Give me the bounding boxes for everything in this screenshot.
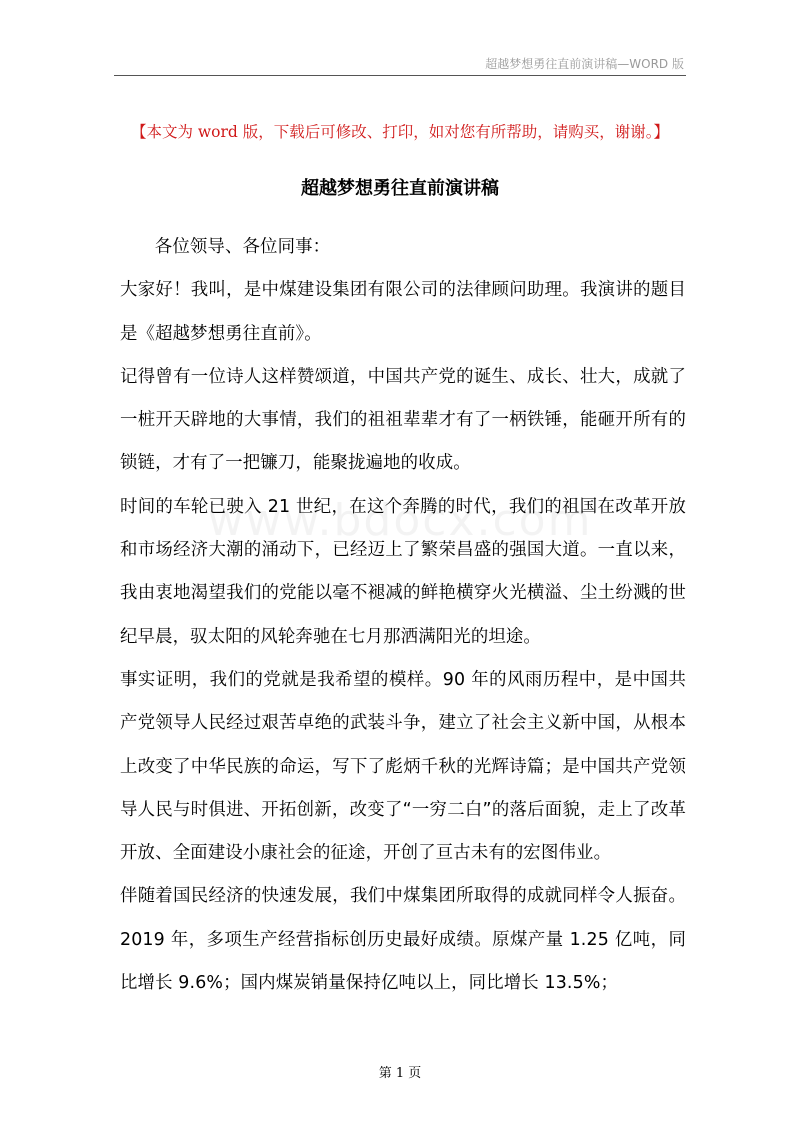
download-notice: 【本文为 word 版，下载后可修改、打印，如对您有所帮助，请购买，谢谢。】 <box>130 123 670 141</box>
paragraph-greeting: 各位领导、各位同事： <box>154 237 331 257</box>
header-rule <box>114 75 686 76</box>
document-body <box>120 226 686 1005</box>
paragraph-poet: 记得曾有一位诗人这样赞颂道，中国共产党的诞生、成长、壮大，成就了一桩开天辟地的大事情，我们的祖祖辈辈才有了一柄铁锤，能砸开所有的锁链，才有了一把镰刀，能聚拢遍地的收成。 <box>120 366 686 474</box>
paragraph-era: 时间的车轮已驶入 21 世纪，在这个奔腾的时代，我们的祖国在改革开放和市场经济大潮的涌动下，已经迈上了繁荣昌盛的强国大道。一直以来，我由衷地渴望我们的党能以毫不褪减的鲜艳横穿火光横溢、尘土纷溅的世纪早晨，驭太阳的风轮奔驰在七月那洒满阳光的坦途。 <box>120 496 686 647</box>
paragraph-achievements: 伴随着国民经济的快速发展，我们中煤集团所取得的成就同样令人振奋。2019 年，多项生产经营指标创历史最好成绩。原煤产量 1.25 亿吨，同比增长 9.6%；国内煤炭销量保持亿吨以上，同比增长 13.5%； <box>120 886 686 994</box>
document-title: 超越梦想勇往直前演讲稿 <box>301 178 499 199</box>
paragraph-intro: 大家好！我叫，是中煤建设集团有限公司的法律顾问助理。我演讲的题目是《超越梦想勇往直前》。 <box>120 280 686 344</box>
header-title: 超越梦想勇往直前演讲稿—WORD 版 <box>485 57 684 71</box>
paragraph-party: 事实证明，我们的党就是我希望的模样。90 年的风雨历程中，是中国共产党领导人民经过艰苦卓绝的武装斗争，建立了社会主义新中国，从根本上改变了中华民族的命运，写下了彪炳千秋的光辉诗篇；是中国共产党领导人民与时俱进、开拓创新，改变了“一穷二白”的落后面貌，走上了改革开放、全面建设小康社会的征途，开创了亘古未有的宏图伟业。 <box>120 669 686 864</box>
page-number: 第 1 页 <box>378 1066 422 1081</box>
